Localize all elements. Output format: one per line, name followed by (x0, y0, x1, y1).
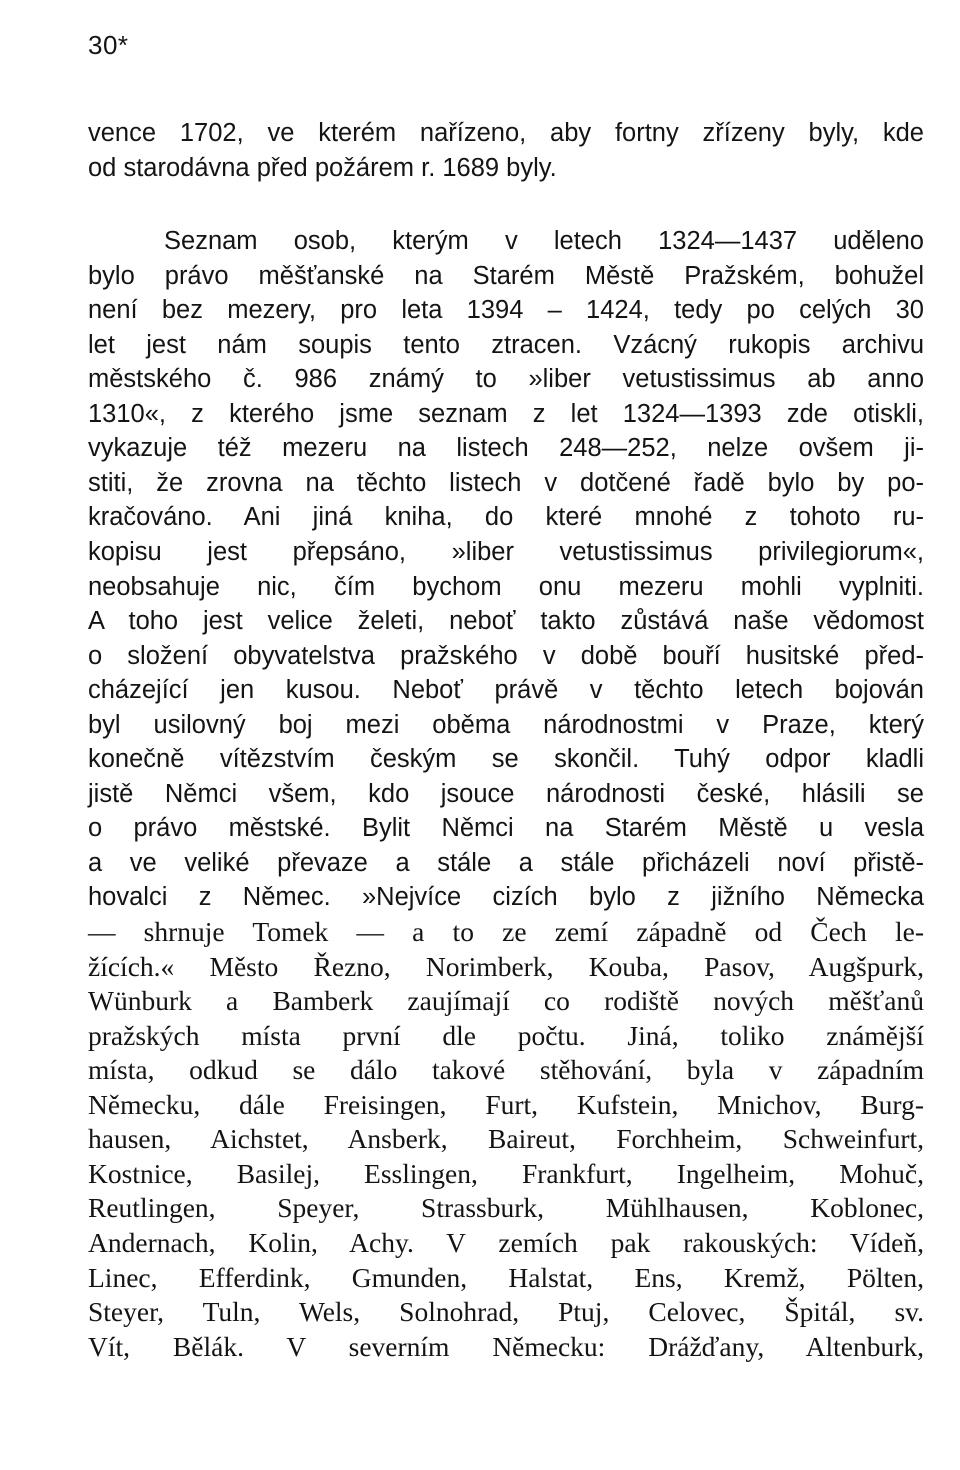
text-line: bylo právo měšťanské na Starém Městě Pražském, bohužel (88, 261, 924, 290)
text-line: A toho jest velice želeti, neboť takto zůstává naše vědomost (88, 607, 924, 636)
text-line: Vít, Bělák. V severním Německu: Drážďany, Altenburk, (88, 1330, 924, 1362)
text-line: 1310«, z kterého jsme seznam z let 1324—1393 zde otiskli, (88, 399, 924, 428)
text-line: Andernach, Kolin, Achy. V zemích pak rakouských: Vídeň, (88, 1226, 924, 1258)
text-line: jistě Němci všem, kdo jsouce národnosti české, hlásili se (88, 779, 924, 808)
text-line: let jest nám soupis tento ztracen. Vzácný rukopis archivu (88, 330, 924, 359)
paragraph-continuation (88, 116, 924, 185)
text-line: o právo městské. Bylit Němci na Starém Městě u vesla (88, 814, 924, 843)
paragraph-seznam (88, 224, 924, 1364)
text-line: — shrnuje Tomek — a to ze zemí západně od Čech le- (88, 916, 924, 948)
text-line: Německu, dále Freisingen, Furt, Kufstein, Mnichov, Burg- (88, 1088, 924, 1120)
text-line: konečně vítězstvím českým se skončil. Tuhý odpor kladli (88, 745, 924, 774)
text-line: Steyer, Tuln, Wels, Solnohrad, Ptuj, Celovec, Špitál, sv. (88, 1296, 924, 1328)
text-line: Kostnice, Basilej, Esslingen, Frankfurt, Ingelheim, Mohuč, (88, 1157, 924, 1189)
text-line: vence 1702, ve kterém nařízeno, aby fortny zřízeny byly, kde (88, 119, 924, 147)
text-line: stiti, že zrovna na těchto listech v dotčené řadě bylo by po- (88, 468, 924, 497)
text-line: hovalci z Němec. »Nejvíce cizích bylo z jižního Německa (88, 883, 924, 912)
text-line: od starodávna před požárem r. 1689 byly. (88, 153, 557, 182)
text-line: Seznam osob, kterým v letech 1324—1437 uděleno (164, 227, 924, 256)
text-line: cházející jen kusou. Neboť právě v těchto letech bojován (88, 676, 924, 705)
text-line: žících.« Město Řezno, Norimberk, Kouba, Pasov, Augšpurk, (88, 950, 924, 982)
text-line: pražských místa první dle počtu. Jiná, toliko známější (88, 1019, 924, 1051)
text-line: městského č. 986 známý to »liber vetustissimus ab anno (88, 365, 924, 394)
text-line: Reutlingen, Speyer, Strassburk, Mühlhausen, Koblonec, (88, 1192, 924, 1224)
text-line: není bez mezery, pro leta 1394 – 1424, tedy po celých 30 (88, 296, 924, 325)
paragraph-gap (88, 185, 924, 224)
text-line: neobsahuje nic, čím bychom onu mezeru mohli vyplniti. (88, 572, 924, 601)
text-line: byl usilovný boj mezi oběma národnostmi v Praze, který (88, 710, 924, 739)
text-line: kračováno. Ani jiná kniha, do které mnohé z tohoto ru- (88, 503, 924, 532)
text-line: Wünburk a Bamberk zaujímají co rodiště nových měšťanů (88, 985, 924, 1017)
text-line: místa, odkud se dálo takové stěhování, byla v západním (88, 1054, 924, 1086)
text-line: a ve veliké převaze a stále a stále přicházeli noví přistě- (88, 848, 924, 877)
text-line: Linec, Efferdink, Gmunden, Halstat, Ens, Kremž, Pölten, (88, 1261, 924, 1293)
text-line: hausen, Aichstet, Ansberk, Baireut, Forchheim, Schweinfurt, (88, 1123, 924, 1155)
text-line: vykazuje též mezeru na listech 248—252, nelze ovšem ji- (88, 434, 924, 463)
body-text (88, 116, 924, 1364)
text-line: o složení obyvatelstva pražského v době bouří husitské před- (88, 641, 924, 670)
page-number: 30* (88, 30, 129, 60)
text-line: kopisu jest přepsáno, »liber vetustissimus privilegiorum«, (88, 538, 924, 567)
